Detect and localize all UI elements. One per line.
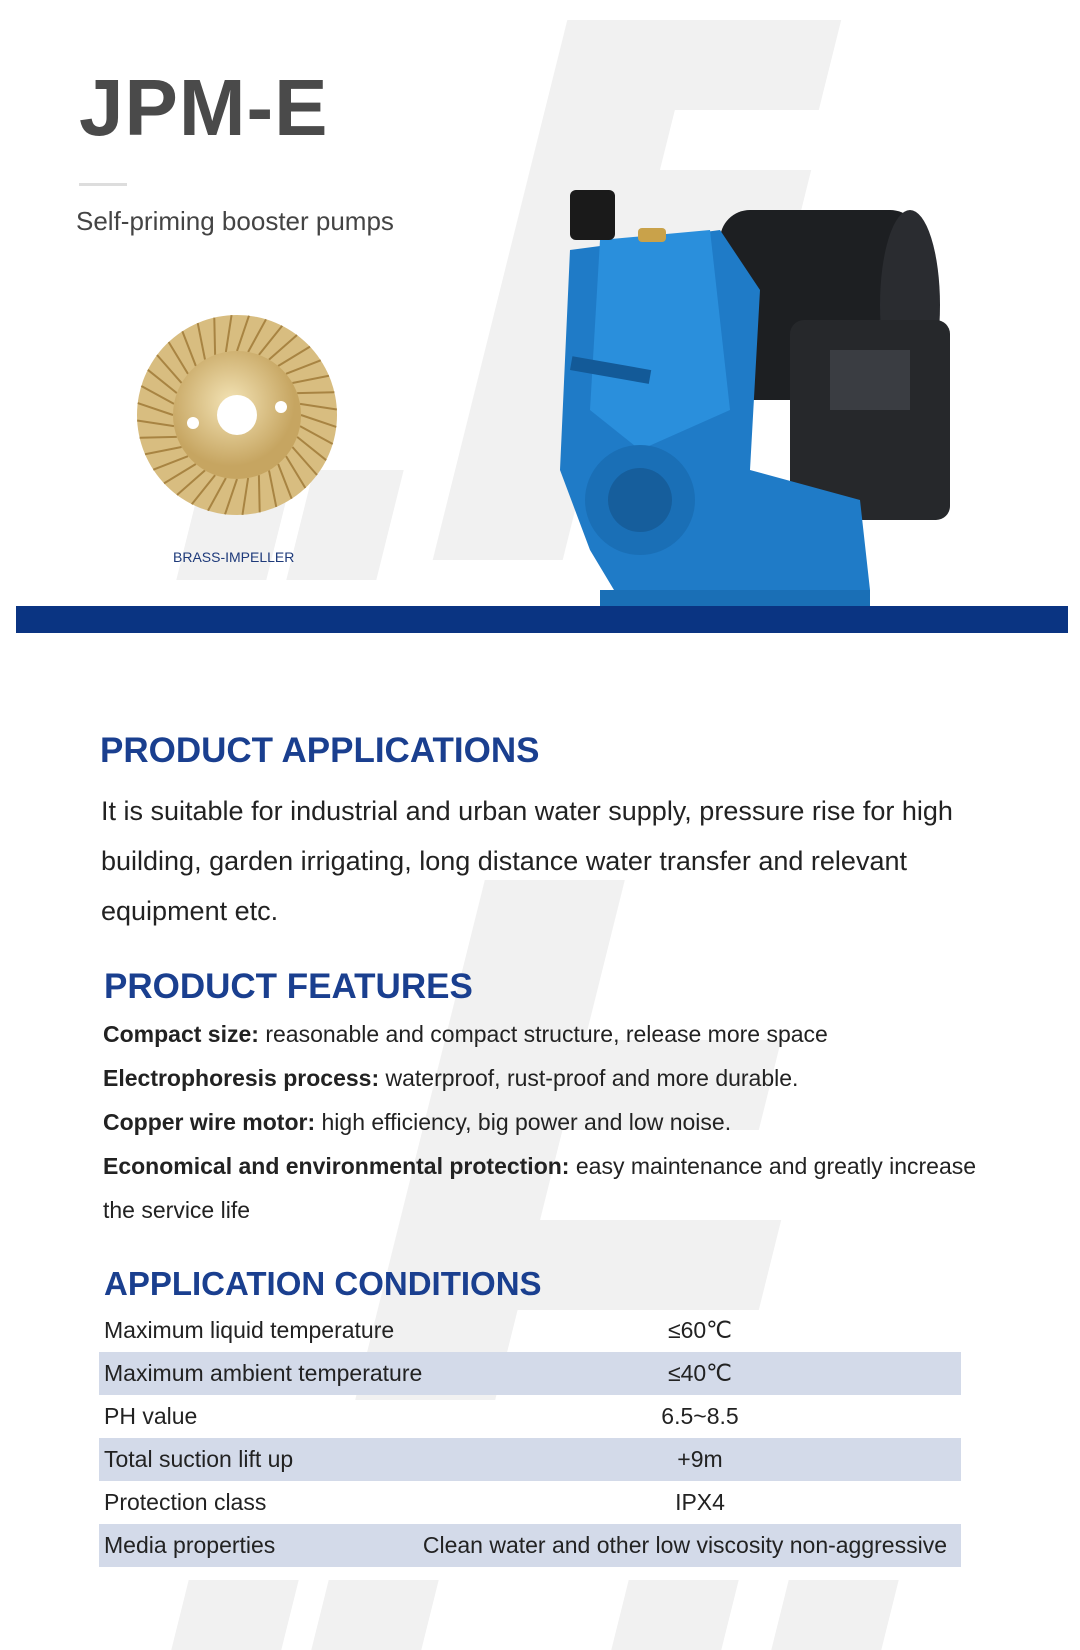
- features-list: [103, 1012, 983, 1232]
- impeller-vane: [214, 318, 215, 355]
- feature-label: Economical and environmental protection:: [103, 1153, 570, 1179]
- condition-key: Maximum ambient temperature: [104, 1360, 423, 1386]
- condition-value: +9m: [677, 1446, 723, 1472]
- features-heading: PRODUCT FEATURES: [104, 967, 473, 1006]
- feature-text: waterproof, rust-proof and more durable.: [379, 1065, 799, 1091]
- condition-value: 6.5~8.5: [661, 1403, 739, 1429]
- pump-image: [530, 170, 980, 640]
- feature-text: high efficiency, big power and low noise.: [315, 1109, 732, 1135]
- condition-value: IPX4: [675, 1489, 725, 1515]
- product-title: JPM-E: [79, 63, 329, 152]
- feature-label: Copper wire motor:: [103, 1109, 316, 1135]
- watermark-logo-shape: [311, 1580, 438, 1650]
- condition-value: Clean water and other low viscosity non-aggressive: [422, 1532, 947, 1558]
- table-row: [99, 1352, 961, 1395]
- conditions-heading: APPLICATION CONDITIONS: [104, 1265, 542, 1302]
- feature-item: [103, 1100, 983, 1144]
- table-row: [99, 1395, 961, 1438]
- feature-label: Electrophoresis process:: [103, 1065, 380, 1091]
- condition-key: Protection class: [104, 1489, 267, 1515]
- brass-impeller-image: [133, 311, 341, 519]
- condition-key: Total suction lift up: [104, 1446, 294, 1472]
- condition-key: Maximum liquid temperature: [104, 1317, 395, 1343]
- feature-item: [103, 1012, 983, 1056]
- condition-key: PH value: [104, 1403, 198, 1429]
- table-row: [99, 1481, 961, 1524]
- table-row: [99, 1309, 961, 1352]
- table-row: [99, 1438, 961, 1481]
- feature-text: reasonable and compact structure, release more space: [258, 1021, 828, 1047]
- product-subtitle: Self-priming booster pumps: [76, 206, 394, 236]
- table-row: [99, 1524, 961, 1567]
- impeller-vane: [140, 437, 177, 438]
- feature-text: easy maintenance and greatly increase the service life: [103, 1153, 977, 1223]
- condition-key: Media properties: [104, 1532, 276, 1558]
- conditions-table: [99, 1309, 961, 1567]
- feature-item: [103, 1144, 983, 1232]
- watermark-logo-shape: [171, 1580, 298, 1650]
- brand-bar: [16, 606, 1068, 633]
- watermark-logo-shape: [771, 1580, 898, 1650]
- watermark-logo-shape: [611, 1580, 738, 1650]
- applications-text: It is suitable for industrial and urban water supply, pressure rise for high building, garden irrigating, long distance water transfer and relevant equipment etc.: [101, 796, 953, 926]
- impeller-caption: BRASS-IMPELLER: [173, 549, 295, 565]
- watermark-shape: [549, 20, 841, 110]
- applications-heading: PRODUCT APPLICATIONS: [100, 731, 540, 770]
- impeller-vane: [259, 475, 260, 512]
- divider: [79, 183, 127, 186]
- condition-value: ≤60℃: [667, 1317, 733, 1343]
- condition-value: ≤40℃: [667, 1360, 733, 1386]
- impeller-vane: [297, 392, 334, 393]
- feature-label: Compact size:: [103, 1021, 259, 1047]
- feature-item: [103, 1056, 983, 1100]
